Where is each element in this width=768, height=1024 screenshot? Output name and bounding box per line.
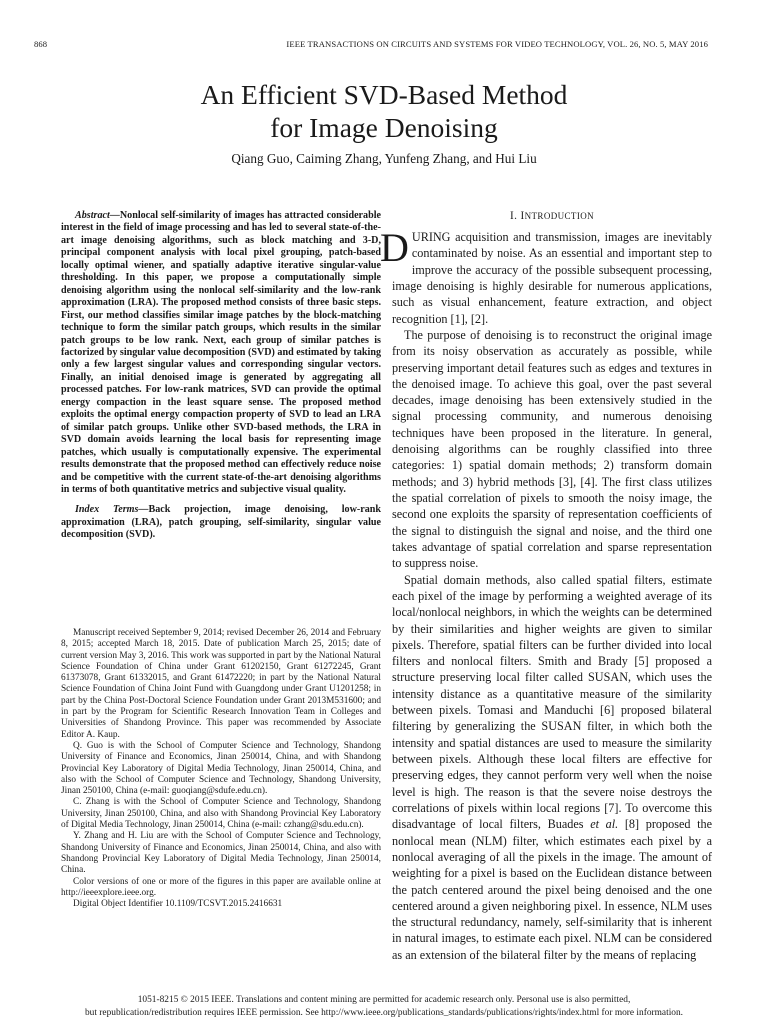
running-header — [34, 39, 708, 49]
section-heading — [392, 210, 712, 222]
section-title-initial: I — [520, 210, 525, 222]
footnote-author-zhang-c: C. Zhang is with the School of Computer Science and Technology, Shandong University, Jinan 250100, China, and also with Shandong Provincial Key Laboratory of Digital Media Technology, Jinan 250014, China (e-mail: czhang@sdu.edu.cn). — [61, 797, 381, 831]
title-line-1: An Efficient SVD-Based Method — [200, 79, 568, 110]
abstract: Abstract—Nonlocal self-similarity of images has attracted considerable interest in the field of image processing and has led to several state-of-the-art image denoising algorithms, such as block matching and 3-D, principal component analysis with local pixel grouping, patch-based locally optimal wiener, and spatially adaptive iterative singular-value thresholding. In this paper, we propose a computationally simple denoising algorithm using the nonlocal self-similarity and the low-rank approximation (LRA). The proposed method consists of three basic steps. First, our method classifies similar image patches by the block-matching technique to form the similar patch groups, which results in the similar patch groups to be low rank. Next, each group of similar patches is factorized by singular value decomposition (SVD) and estimated by taking only a few largest singular values and corresponding singular vectors. Finally, an initial denoised image is generated by aggregating all processed patches. For low-rank matrices, SVD can provide the optimal energy compaction in the least square sense. The proposed method exploits the optimal energy compaction property of SVD to lead an LRA of similar patch groups. Unlike other SVD-based methods, the LRA in SVD domain avoids learning the local basis for representing image patches, which usually is computationally expensive. The experimental results demonstrate that the proposed method can effectively reduce noise and be competitive with the current state-of-the-art denoising algorithms in terms of both quantitative metrics and subjective visual quality. — [61, 210, 381, 495]
right-column — [380, 210, 713, 963]
section-numeral: I. — [509, 210, 518, 222]
intro-paragraph-2: The purpose of denoising is to reconstruct the original image from its noisy observation as accurately as possible, while preserving important detail features such as edges and textures in the denoised image. To achieve this goal, over the past several decades, image denoising has been extensively studied in the signal processing community, and numerous denoising techniques have been proposed in the literature. In general, denoising algorithms can be roughly classified into three categories: 1) spatial domain methods; 2) transform domain methods; and 3) hybrid methods [3], [4]. The first class utilizes the spatial correlation of pixels to smooth the noisy image, the second one exploits the sparsity of representation coefficients of the signal to distinguish the signal and noise, and the third one takes advantage of spatial correlation and sparse representation to suppress noise. — [392, 327, 712, 571]
paper-title — [0, 78, 768, 144]
title-line-2: for Image Denoising — [270, 112, 498, 143]
footnotes — [61, 628, 381, 910]
footnote-manuscript: Manuscript received September 9, 2014; revised December 26, 2014 and February 8, 2015; accepted March 18, 2015. Date of publication March 25, 2015; date of current version May 3, 2016. This work was supported in part by the National Natural Science Foundation of China under Grant 61202150, Grant 61272245, Grant 61373078, Grant 61332015, and Grant 61472220; in part by the National Natural Science Foundation of China Joint Fund with Guangdong under Grant U1201258; in part by the China Post-Doctoral Science Foundation under Grant 2013M531600; and in part by the Program for Scientific Research Innovation Team in Colleges and Universities of Shandong Province. This paper was recommended by Associate Editor A. Kaup. — [61, 628, 381, 740]
section-title-rest: NTRODUCTION — [524, 211, 595, 221]
footnote-author-guo: Q. Guo is with the School of Computer Science and Technology, Shandong University of Finance and Economics, Jinan 250014, China, and with Shandong Provincial Key Laboratory of Digital Media Technology, Jinan 250014, China, and also with the School of Computer Science and Technology, Shandong University, Jinan 250100, China (e-mail: guoqiang@sdufe.edu.cn). — [61, 740, 381, 797]
copyright-line-1: 1051-8215 © 2015 IEEE. Translations and content mining are permitted for academic research only. Personal use is also permitted, — [137, 995, 631, 1005]
footnote-doi: Digital Object Identifier 10.1109/TCSVT.2015.2416631 — [73, 899, 283, 910]
intro-paragraph-3 — [392, 572, 712, 964]
footnote-color-versions: Color versions of one or more of the figures in this paper are available online at http://ieeexplore.ieee.org. — [61, 876, 381, 898]
index-terms: Index Terms—Back projection, image denoising, low-rank approximation (LRA), patch grouping, self-similarity, singular value decomposition (SVD). — [61, 504, 381, 541]
page-number: 868 — [34, 39, 48, 49]
copyright-line-2: but republication/redistribution requires IEEE permission. See http://www.ieee.org/publications_standards/publications/rights/index.html for more information. — [84, 1007, 684, 1018]
copyright-notice — [0, 994, 768, 1019]
intro-paragraph-1 — [380, 225, 712, 327]
journal-header: IEEE TRANSACTIONS ON CIRCUITS AND SYSTEMS FOR VIDEO TECHNOLOGY, VOL. 26, NO. 5, MAY 2016 — [286, 39, 708, 49]
abstract-text: Nonlocal self-similarity of images has attracted considerable interest in the field of image processing and has led to several state-of-the-art image denoising algorithms, such as block matching and 3-D, principal component analysis with local pixel grouping, patch-based locally optimal wiener, and spatially adaptive iterative singular-value thresholding. In this paper, we propose a computationally simple denoising algorithm using the nonlocal self-similarity and the low-rank approximation (LRA). The proposed method consists of three basic steps. First, our method classifies similar image patches by the block-matching technique to form the similar patch groups, which results in the similar patch groups to be low rank. Next, each group of similar patches is factorized by singular value decomposition (SVD) and estimated by taking only a few largest singular values and corresponding singular vectors. Finally, an initial denoised image is generated by aggregating all processed patches. For low-rank matrices, SVD can provide the optimal energy compaction in the least square sense. The proposed method exploits the optimal energy compaction property of SVD to lead an LRA of similar patch groups. Unlike other SVD-based methods, the LRA in SVD domain avoids learning the local basis for representing image patches, which usually is computationally expensive. The experimental results demonstrate that the proposed method can effectively reduce noise and be competitive with the current state-of-the-art denoising algorithms in terms of both quantitative metrics and subjective visual quality. — [61, 210, 381, 495]
intro-paragraph-1-text: URING acquisition and transmission, images are inevitably contaminated by noise. As an essential and important step to improve the accuracy of the possible subsequent processing, image denoising is highly desirable for numerous applications, such as visual enhancement, feature extraction, and object recognition [1], [2]. — [392, 230, 712, 326]
footnote-author-zhang-liu: Y. Zhang and H. Liu are with the School of Computer Science and Technology, Shandong University of Finance and Economics, Jinan 250014, China, and also with Shandong Provincial Key Laboratory of Digital Media Technology, Jinan 250014, China. — [61, 831, 381, 876]
abstract-label: Abstract — [75, 210, 110, 221]
index-terms-text: Back projection, image denoising, low-rank approximation (LRA), patch grouping, self-similarity, singular value decomposition (SVD). — [61, 504, 381, 541]
left-column — [61, 210, 381, 542]
intro-paragraph-3-part-a: Spatial domain methods, also called spatial filters, estimate each pixel of the image by performing a weighted average of its local/nonlocal neighbors, in which the weights can be determined by their similarities and higher weights are given to similar pixels. Therefore, spatial filters can be further divided into local filters and nonlocal filters. Smith and Brady [5] proposed a structure preserving local filter called SUSAN, which uses the intensity distance as a quantitative measure of the similarity between pixels. Tomasi and Manduchi [6] proposed bilateral filtering by generalizing the SUSAN filter, in which both the intensity and spatial distances are used to measure the similarity between pixels. Although these local filters are effective for preserving edges, they cannot perform very well when the noise level is high. The reason is that the severe noise destroys the correlations of pixels within local regions [7]. To overcome this disadvantage of local filters, Buades — [392, 572, 712, 832]
et-al: et al. — [590, 817, 619, 832]
index-terms-label: Index Terms — [75, 504, 139, 516]
author-list: Qiang Guo, Caiming Zhang, Yunfeng Zhang, and Hui Liu — [231, 151, 537, 166]
intro-paragraph-3-part-b: [8] proposed the nonlocal mean (NLM) filter, which estimates each pixel by a nonlocal averaging of all the pixels in the image. The amount of weighting for a pixel is based on the Euclidean distance between the patch centered around the pixel being denoised and the one centered around a given neighboring pixel. In essence, NLM uses the structural redundancy, namely, self-similarity that is inherent in natural images, to estimate each pixel. NLM can be considered as an extension of the bilateral filter by the means of replacing — [392, 817, 713, 962]
drop-cap: D — [380, 225, 409, 270]
